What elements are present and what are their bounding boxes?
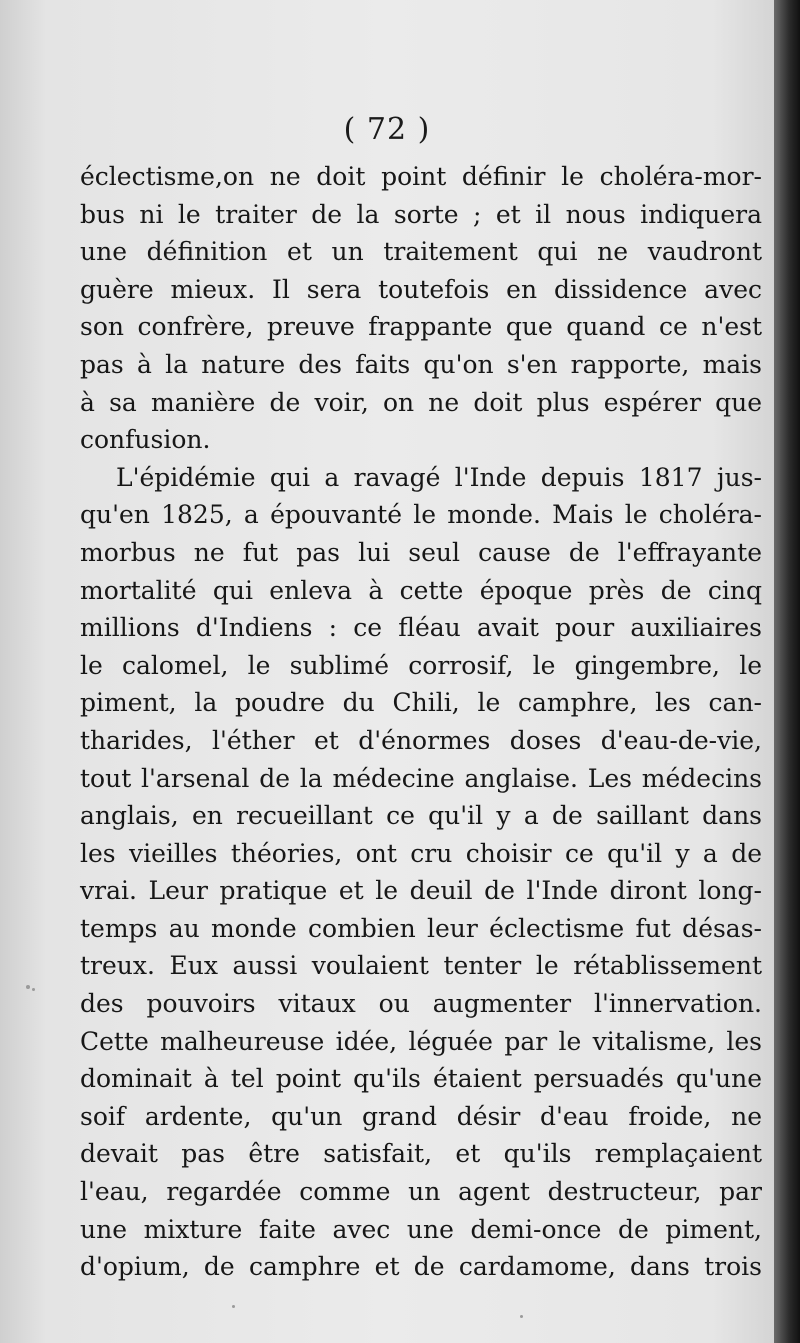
text-line: qu'en 1825, a épouvanté le monde. Mais le choléra- <box>80 500 762 530</box>
text-line: bus ni le traiter de la sorte ; et il nous indiquera <box>80 199 762 229</box>
text-line: mortalité qui enleva à cette époque près de cinq <box>80 575 762 605</box>
text-line: le calomel, le sublimé corrosif, le gingembre, le <box>80 650 762 680</box>
paper-speck <box>26 985 30 989</box>
text-line: son confrère, preuve frappante que quand ce n'est <box>80 312 762 342</box>
text-line: les vieilles théories, ont cru choisir ce qu'il y a de <box>80 838 762 868</box>
text-line: soif ardente, qu'un grand désir d'eau froide, ne <box>80 1101 762 1131</box>
text-line: une définition et un traitement qui ne vaudront <box>80 237 762 267</box>
body-text <box>80 158 762 1286</box>
text-line: piment, la poudre du Chili, le camphre, les can- <box>80 688 762 718</box>
text-line: Cette malheureuse idée, léguée par le vitalisme, les <box>80 1026 762 1056</box>
text-line: morbus ne fut pas lui seul cause de l'effrayante <box>80 537 762 567</box>
text-line: devait pas être satisfait, et qu'ils remplaçaient <box>80 1139 762 1169</box>
paper-speck <box>32 988 35 991</box>
text-line: dominait à tel point qu'ils étaient persuadés qu'une <box>80 1064 762 1094</box>
page-number-header: ( 72 ) <box>343 112 431 147</box>
text-line: éclectisme,on ne doit point définir le choléra-mor- <box>80 162 762 191</box>
text-line: une mixture faite avec une demi-once de piment, <box>80 1214 762 1244</box>
text-line: pas à la nature des faits qu'on s'en rapporte, mais <box>80 349 762 379</box>
text-line: l'eau, regardée comme un agent destructeur, par <box>80 1177 762 1207</box>
text-line: anglais, en recueillant ce qu'il y a de saillant dans <box>80 801 762 831</box>
text-line: confusion. <box>80 425 211 455</box>
text-line: millions d'Indiens : ce fléau avait pour auxiliaires <box>80 613 762 643</box>
paper-speck <box>520 1315 523 1318</box>
text-line: d'opium, de camphre et de cardamome, dans trois <box>80 1252 762 1282</box>
text-line: guère mieux. Il sera toutefois en dissidence avec <box>80 274 762 304</box>
text-line: tout l'arsenal de la médecine anglaise. Les médecins <box>80 763 762 793</box>
text-line: des pouvoirs vitaux ou augmenter l'innervation. <box>80 989 762 1019</box>
text-line: L'épidémie qui a ravagé l'Inde depuis 1817 jus- <box>116 462 762 492</box>
text-line: tharides, l'éther et d'énormes doses d'eau-de-vie, <box>80 725 762 755</box>
paper-speck <box>232 1305 235 1308</box>
text-line: vrai. Leur pratique et le deuil de l'Inde diront long- <box>80 876 762 906</box>
text-line: treux. Eux aussi voulaient tenter le rétablissement <box>80 951 762 981</box>
page-edge-shadow <box>774 0 800 1343</box>
text-line: temps au monde combien leur éclectisme fut désas- <box>80 913 762 943</box>
text-line: à sa manière de voir, on ne doit plus espérer que <box>80 387 762 417</box>
